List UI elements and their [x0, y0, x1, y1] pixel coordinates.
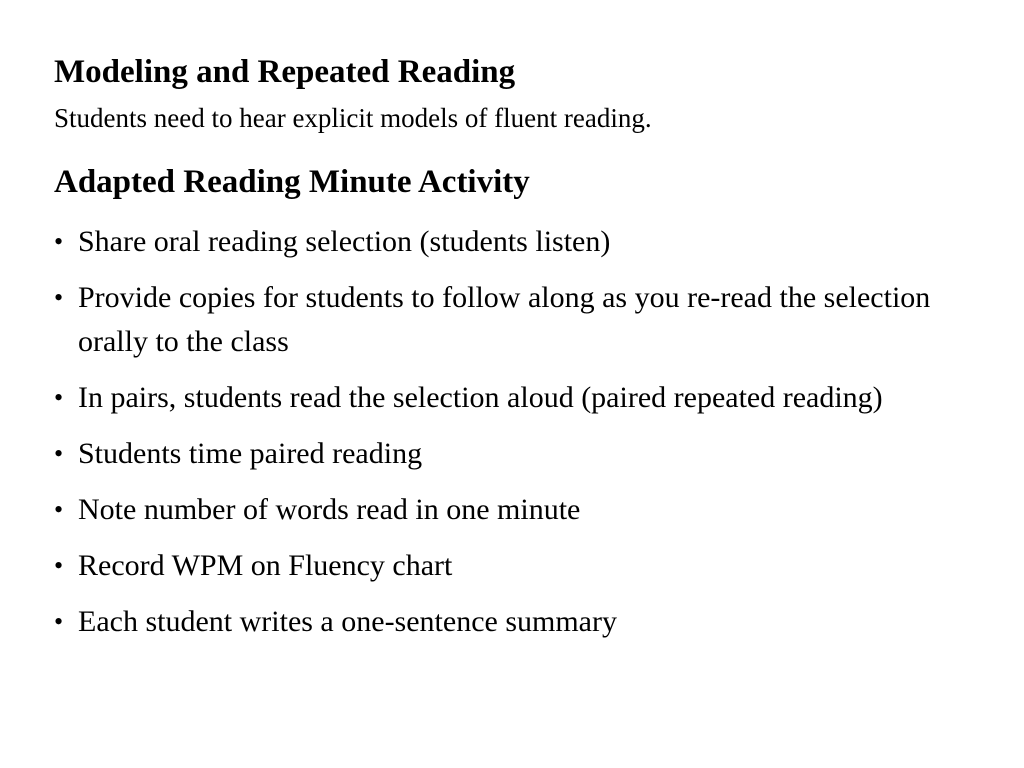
- bullet-list: [54, 220, 984, 656]
- bullet-text: Share oral reading selection (students listen): [78, 225, 611, 258]
- bullet-icon: •: [54, 383, 64, 412]
- bullet-item: [54, 220, 984, 264]
- bullet-icon: •: [54, 551, 64, 580]
- bullet-item: [54, 432, 984, 476]
- bullet-text: In pairs, students read the selection aloud (paired repeated reading): [78, 381, 883, 414]
- bullet-text: Each student writes a one-sentence summary: [78, 605, 617, 638]
- bullet-icon: •: [54, 607, 64, 636]
- bullet-item: [54, 544, 984, 588]
- bullet-text: Record WPM on Fluency chart: [78, 549, 453, 582]
- slide-subtitle: Students need to hear explicit models of fluent reading.: [54, 103, 652, 133]
- bullet-text: Students time paired reading: [78, 437, 423, 470]
- bullet-item: [54, 376, 984, 420]
- bullet-icon: •: [54, 283, 64, 312]
- bullet-text: Provide copies for students to follow along as you re-read the selection orally to the class: [78, 281, 931, 358]
- bullet-item: [54, 276, 984, 364]
- slide-title: Modeling and Repeated Reading: [54, 54, 516, 90]
- bullet-item: [54, 600, 984, 644]
- bullet-icon: •: [54, 439, 64, 468]
- bullet-icon: •: [54, 227, 64, 256]
- section-heading: Adapted Reading Minute Activity: [54, 164, 530, 200]
- bullet-text: Note number of words read in one minute: [78, 493, 581, 526]
- bullet-item: [54, 488, 984, 532]
- bullet-icon: •: [54, 495, 64, 524]
